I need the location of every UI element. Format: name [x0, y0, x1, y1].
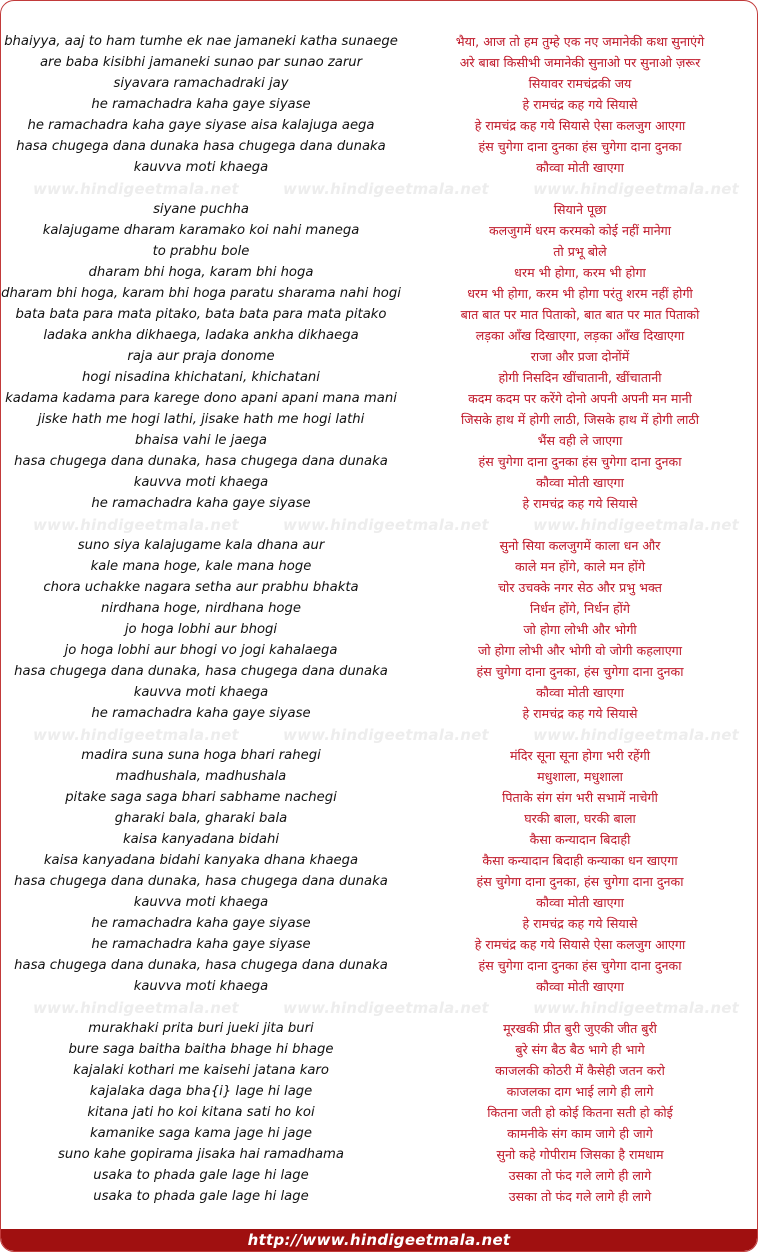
lyric-line-hindi: कौव्वा मोती खाएगा	[536, 475, 624, 490]
lyric-line-hindi: उसका तो फंद गले लागे ही लागे	[508, 1189, 652, 1204]
lyric-line-hindi: राजा और प्रजा दोनोंमें	[530, 349, 630, 364]
lyric-line-english: suno kahe gopirama jisaka hai ramadhama	[58, 1147, 344, 1162]
lyric-line-hindi: कौव्वा मोती खाएगा	[536, 160, 624, 175]
watermark-text: www.hindigeetmala.net	[283, 179, 489, 198]
watermark-text: www.hindigeetmala.net	[33, 725, 239, 744]
watermark-row	[1, 724, 757, 745]
lyric-line-hindi: तो प्रभू बोले	[553, 244, 607, 259]
english-column	[1, 1018, 401, 1207]
watermark-text: www.hindigeetmala.net	[533, 515, 739, 534]
lyric-line-english: kauvva moti khaega	[133, 160, 269, 175]
lyric-line-hindi: चोर उचक्के नगर सेठ और प्रभु भक्त	[498, 580, 662, 595]
lyric-line-english: bhaisa vahi le jaega	[135, 433, 267, 448]
lyric-line-english: kadama kadama para karege dono apani apani mana mani	[5, 391, 397, 406]
lyric-line-english: jiske hath me hogi lathi, jisake hath me hogi lathi	[37, 412, 365, 427]
hindi-column	[401, 1018, 758, 1207]
lyric-line-hindi: सियावर रामचंद्रकी जय	[528, 76, 632, 91]
lyric-line-hindi: हंस चुगेगा दाना दुनका हंस चुगेगा दाना दुनका	[478, 958, 682, 973]
lyric-line-english: siyane puchha	[153, 202, 249, 217]
lyric-line-hindi: कैसा कन्यादान बिदाही कन्याका धन खाएगा	[482, 853, 678, 868]
lyric-line-english: siyavara ramachadraki jay	[113, 76, 289, 91]
footer-url[interactable]: http://www.hindigeetmala.net	[247, 1231, 511, 1249]
lyric-line-hindi: घरकी बाला, घरकी बाला	[524, 811, 636, 826]
lyric-line-english: he ramachadra kaha gaye siyase	[91, 937, 311, 952]
lyric-line-english: bata bata para mata pitako, bata bata para mata pitako	[15, 307, 387, 322]
watermark-text: www.hindigeetmala.net	[33, 515, 239, 534]
english-column	[1, 199, 401, 514]
lyric-line-english: chora uchakke nagara setha aur prabhu bhakta	[43, 580, 359, 595]
lyric-line-hindi: कदम कदम पर करेंगे दोनो अपनी अपनी मन मानी	[468, 391, 692, 406]
lyric-line-english: he ramachadra kaha gaye siyase	[91, 706, 311, 721]
watermark-text: www.hindigeetmala.net	[283, 515, 489, 534]
lyric-line-hindi: मधुशाला, मधुशाला	[537, 769, 623, 784]
lyric-line-hindi: कलजुगमें धरम करमको कोई नहीं मानेगा	[488, 223, 672, 238]
watermark-row	[1, 514, 757, 535]
watermark-text: www.hindigeetmala.net	[533, 725, 739, 744]
lyric-line-hindi: भैंस वही ले जाएगा	[537, 433, 623, 448]
lyric-line-hindi: हे रामचंद्र कह गये सियासे	[522, 916, 638, 931]
stanza	[1, 31, 757, 178]
lyric-line-hindi: हे रामचंद्र कह गये सियासे	[522, 706, 638, 721]
watermark-text: www.hindigeetmala.net	[533, 179, 739, 198]
lyric-line-english: ladaka ankha dikhaega, ladaka ankha dikhaega	[43, 328, 359, 343]
lyric-line-english: pitake saga saga bhari sabhame nachegi	[65, 790, 337, 805]
lyric-line-hindi: कौव्वा मोती खाएगा	[536, 979, 624, 994]
lyric-line-hindi: उसका तो फंद गले लागे ही लागे	[508, 1168, 652, 1183]
watermark-row	[1, 178, 757, 199]
lyric-line-english: he ramachadra kaha gaye siyase	[91, 916, 311, 931]
lyric-line-hindi: होगी निसदिन खींचातानी, खींचातानी	[498, 370, 662, 385]
lyric-line-english: gharaki bala, gharaki bala	[114, 811, 288, 826]
lyric-line-hindi: हंस चुगेगा दाना दुनका हंस चुगेगा दाना दुनका	[478, 139, 682, 154]
lyric-line-hindi: भैया, आज तो हम तुम्हे एक नए जमानेकी कथा सुनाएंगे	[455, 34, 705, 49]
lyric-line-english: dharam bhi hoga, karam bhi hoga paratu sharama nahi hogi	[1, 286, 401, 301]
lyrics-columns	[1, 31, 757, 1207]
watermark-row	[1, 997, 757, 1018]
english-column	[1, 535, 401, 724]
lyric-line-english: kaisa kanyadana bidahi kanyaka dhana khaega	[43, 853, 359, 868]
lyric-line-english: hasa chugega dana dunaka hasa chugega dana dunaka	[16, 139, 386, 154]
lyric-line-hindi: कितना जती हो कोई कितना सती हो कोई	[487, 1105, 673, 1120]
lyric-line-english: he ramachadra kaha gaye siyase	[91, 97, 311, 112]
lyric-line-english: kajalaka daga bha{i} lage hi lage	[89, 1084, 313, 1099]
lyric-line-hindi: सुनो सिया कलजुगमें काला धन और	[499, 538, 661, 553]
lyric-line-english: usaka to phada gale lage hi lage	[93, 1168, 309, 1183]
lyric-line-english: madira suna suna hoga bhari rahegi	[81, 748, 321, 763]
lyric-line-hindi: जो होगा लोभी और भोगी	[523, 622, 637, 637]
lyric-line-english: madhushala, madhushala	[115, 769, 287, 784]
stanza	[1, 535, 757, 724]
lyric-line-hindi: लड़का आँख दिखाएगा, लड़का आँख दिखाएगा	[475, 328, 685, 343]
lyric-line-english: kajalaki kothari me kaisehi jatana karo	[73, 1063, 329, 1078]
lyric-line-hindi: धरम भी होगा, करम भी होगा परंतु शरम नहीं होगी	[467, 286, 693, 301]
watermark-text: www.hindigeetmala.net	[533, 998, 739, 1017]
hindi-column	[401, 535, 758, 724]
lyric-line-hindi: हे रामचंद्र कह गये सियासे ऐसा कलजुग आएगा	[474, 118, 686, 133]
hindi-column	[401, 31, 758, 178]
lyric-line-hindi: सियाने पूछा	[553, 202, 607, 217]
lyric-line-hindi: सुनो कहे गोपीराम जिसका है रामधाम	[496, 1147, 664, 1162]
lyric-line-hindi: कामनीके संग काम जागे ही जागे	[507, 1126, 653, 1141]
lyric-line-english: he ramachadra kaha gaye siyase	[91, 496, 311, 511]
lyric-line-english: kale mana hoge, kale mana hoge	[90, 559, 312, 574]
lyric-line-hindi: धरम भी होगा, करम भी होगा	[514, 265, 646, 280]
lyric-line-english: kauvva moti khaega	[133, 895, 269, 910]
lyric-line-hindi: जो होगा लोभी और भोगी वो जोगी कहलाएगा	[477, 643, 683, 658]
lyric-line-hindi: कौव्वा मोती खाएगा	[536, 685, 624, 700]
hindi-column	[401, 199, 758, 514]
lyric-line-english: hasa chugega dana dunaka, hasa chugega dana dunaka	[14, 664, 388, 679]
english-column	[1, 31, 401, 178]
lyric-line-english: murakhaki prita buri jueki jita buri	[88, 1021, 314, 1036]
lyric-line-hindi: बात बात पर मात पिताको, बात बात पर मात पिताको	[460, 307, 700, 322]
lyric-line-hindi: बुरे संग बैठ बैठ भागे ही भागे	[515, 1042, 645, 1057]
watermark-text: www.hindigeetmala.net	[33, 179, 239, 198]
lyric-line-hindi: पिताके संग संग भरी सभामें नाचेगी	[502, 790, 658, 805]
lyric-line-english: usaka to phada gale lage hi lage	[93, 1189, 309, 1204]
lyric-line-english: bhaiyya, aaj to ham tumhe ek nae jamaneki katha sunaege	[4, 34, 398, 49]
lyric-line-english: kamanike saga kama jage hi jage	[90, 1126, 312, 1141]
lyric-line-english: raja aur praja donome	[127, 349, 275, 364]
stanza	[1, 1018, 757, 1207]
english-column	[1, 745, 401, 997]
lyric-line-english: jo hoga lobhi aur bhogi	[124, 622, 278, 637]
lyric-line-hindi: अरे बाबा किसीभी जमानेकी सुनाओ पर सुनाओ ज़रूर	[459, 55, 701, 70]
lyric-line-hindi: मंदिर सूना सूना होगा भरी रहेंगी	[510, 748, 650, 763]
watermark-text: www.hindigeetmala.net	[33, 998, 239, 1017]
lyric-line-english: are baba kisibhi jamaneki sunao par sunao zarur	[39, 55, 363, 70]
lyric-line-english: hasa chugega dana dunaka, hasa chugega dana dunaka	[14, 454, 388, 469]
lyric-line-hindi: हे रामचंद्र कह गये सियासे	[522, 496, 638, 511]
lyric-line-english: suno siya kalajugame kala dhana aur	[77, 538, 325, 553]
lyric-line-english: to prabhu bole	[152, 244, 250, 259]
lyric-line-english: hasa chugega dana dunaka, hasa chugega dana dunaka	[14, 958, 388, 973]
lyric-line-hindi: हे रामचंद्र कह गये सियासे	[522, 97, 638, 112]
lyric-line-hindi: हे रामचंद्र कह गये सियासे ऐसा कलजुग आएगा	[474, 937, 686, 952]
lyric-line-hindi: काले मन होंगे, काले मन होंगे	[514, 559, 646, 574]
lyric-line-hindi: हंस चुगेगा दाना दुनका हंस चुगेगा दाना दुनका	[478, 454, 682, 469]
lyric-line-english: kauvva moti khaega	[133, 685, 269, 700]
watermark-text: www.hindigeetmala.net	[283, 725, 489, 744]
lyric-line-english: dharam bhi hoga, karam bhi hoga	[88, 265, 314, 280]
lyric-line-english: kitana jati ho koi kitana sati ho koi	[87, 1105, 315, 1120]
lyric-line-hindi: हंस चुगेगा दाना दुनका, हंस चुगेगा दाना दुनका	[476, 874, 684, 889]
lyric-line-english: kalajugame dharam karamako koi nahi manega	[42, 223, 360, 238]
hindi-column	[401, 745, 758, 997]
lyric-line-english: hogi nisadina khichatani, khichatani	[82, 370, 320, 385]
footer-bar[interactable]	[1, 1229, 757, 1251]
lyric-line-hindi: काजलकी कोठरी में कैसेही जतन करो	[495, 1063, 665, 1078]
lyric-line-english: he ramachadra kaha gaye siyase aisa kalajuga aega	[27, 118, 375, 133]
lyric-line-hindi: काजलका दाग भाई लागे ही लागे	[506, 1084, 654, 1099]
lyric-line-english: kauvva moti khaega	[133, 979, 269, 994]
lyric-line-hindi: कौव्वा मोती खाएगा	[536, 895, 624, 910]
lyric-line-hindi: कैसा कन्यादान बिदाही	[529, 832, 631, 847]
stanza	[1, 199, 757, 514]
lyric-line-english: kaisa kanyadana bidahi	[122, 832, 280, 847]
stanza	[1, 745, 757, 997]
lyric-line-hindi: हंस चुगेगा दाना दुनका, हंस चुगेगा दाना दुनका	[476, 664, 684, 679]
watermark-text: www.hindigeetmala.net	[283, 998, 489, 1017]
lyric-line-english: hasa chugega dana dunaka, hasa chugega dana dunaka	[14, 874, 388, 889]
lyric-line-english: kauvva moti khaega	[133, 475, 269, 490]
lyric-line-english: bure saga baitha baitha bhage hi bhage	[68, 1042, 334, 1057]
lyric-line-hindi: मूरखकी प्रीत बुरी जुएकी जीत बुरी	[503, 1021, 657, 1036]
lyric-line-hindi: जिसके हाथ में होगी लाठी, जिसके हाथ में होगी लाठी	[460, 412, 700, 427]
lyric-line-english: jo hoga lobhi aur bhogi vo jogi kahalaega	[64, 643, 338, 658]
lyric-line-english: nirdhana hoge, nirdhana hoge	[101, 601, 301, 616]
lyric-line-hindi: निर्धन होंगे, निर्धन होंगे	[529, 601, 631, 616]
